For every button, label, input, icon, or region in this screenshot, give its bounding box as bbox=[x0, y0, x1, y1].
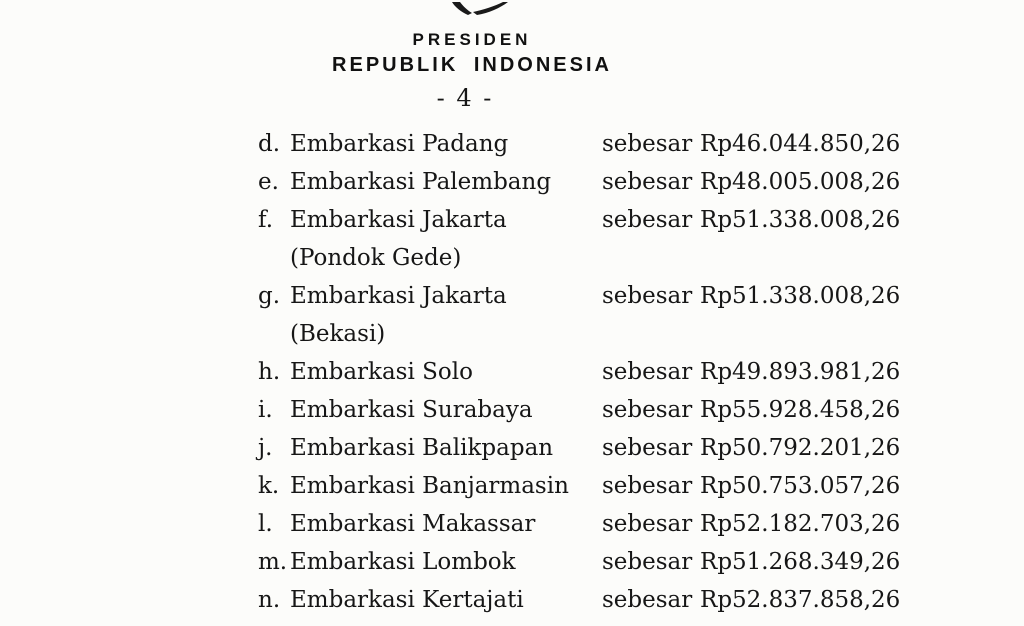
list-item bbox=[258, 581, 994, 619]
item-marker: l. bbox=[258, 511, 273, 537]
item-marker: g. bbox=[258, 283, 281, 309]
item-amount-label: sebesar bbox=[602, 131, 693, 157]
letterhead-presiden: PRESIDEN bbox=[412, 30, 532, 49]
item-name-block bbox=[290, 429, 602, 467]
item-amount: Rp46.044.850,26 bbox=[700, 131, 901, 157]
list-item bbox=[258, 391, 994, 429]
item-name: Embarkasi Padang bbox=[290, 131, 509, 157]
item-amount-label: sebesar bbox=[602, 511, 693, 537]
item-name-block bbox=[290, 467, 602, 505]
item-name: Embarkasi Palembang bbox=[290, 169, 552, 195]
item-name: Embarkasi Solo bbox=[290, 359, 473, 385]
item-marker: m. bbox=[258, 549, 288, 575]
item-marker: n. bbox=[258, 587, 281, 613]
garuda-emblem-partial-icon bbox=[452, 0, 508, 19]
item-name-block bbox=[290, 543, 602, 581]
item-amount: Rp55.928.458,26 bbox=[700, 397, 901, 423]
item-amount: Rp52.182.703,26 bbox=[700, 511, 901, 537]
item-amount: Rp50.753.057,26 bbox=[700, 473, 901, 499]
list-item bbox=[258, 467, 994, 505]
item-marker: j. bbox=[258, 435, 273, 461]
letterhead bbox=[0, 31, 944, 76]
item-name-block bbox=[290, 505, 602, 543]
item-amount-label: sebesar bbox=[602, 359, 693, 385]
item-amount-label: sebesar bbox=[602, 169, 693, 195]
item-name: Embarkasi Balikpapan bbox=[290, 435, 554, 461]
list-item bbox=[258, 353, 994, 391]
item-note: (Bekasi) bbox=[290, 321, 386, 347]
item-name: Embarkasi Lombok bbox=[290, 549, 516, 575]
item-name: Embarkasi Banjarmasin bbox=[290, 473, 569, 499]
list-item bbox=[258, 125, 994, 163]
item-name-block bbox=[290, 581, 602, 619]
item-amount-label: sebesar bbox=[602, 207, 693, 233]
item-name: Embarkasi Makassar bbox=[290, 511, 536, 537]
item-name-block bbox=[290, 125, 602, 163]
embarkasi-list bbox=[258, 125, 994, 619]
list-item bbox=[258, 429, 994, 467]
item-name-block bbox=[290, 163, 602, 201]
letterhead-republik-indonesia: REPUBLIK INDONESIA bbox=[332, 54, 612, 76]
list-item bbox=[258, 505, 994, 543]
item-marker: f. bbox=[258, 207, 274, 233]
item-amount: Rp51.338.008,26 bbox=[700, 283, 901, 309]
item-marker: i. bbox=[258, 397, 273, 423]
item-amount: Rp50.792.201,26 bbox=[700, 435, 901, 461]
item-amount: Rp49.893.981,26 bbox=[700, 359, 901, 385]
list-item bbox=[258, 543, 994, 581]
list-item bbox=[258, 201, 994, 277]
list-item bbox=[258, 163, 994, 201]
item-amount-label: sebesar bbox=[602, 473, 693, 499]
item-marker: k. bbox=[258, 473, 280, 499]
item-marker: h. bbox=[258, 359, 281, 385]
page-number: - 4 - bbox=[436, 84, 494, 112]
item-note: (Pondok Gede) bbox=[290, 245, 462, 271]
item-name-block bbox=[290, 391, 602, 429]
item-name-block bbox=[290, 353, 602, 391]
item-amount: Rp51.338.008,26 bbox=[700, 207, 901, 233]
item-marker: d. bbox=[258, 131, 281, 157]
item-name-block bbox=[290, 277, 602, 353]
item-amount-label: sebesar bbox=[602, 549, 693, 575]
item-name: Embarkasi Jakarta bbox=[290, 207, 507, 233]
item-name: Embarkasi Surabaya bbox=[290, 397, 533, 423]
item-amount: Rp48.005.008,26 bbox=[700, 169, 901, 195]
item-amount-label: sebesar bbox=[602, 283, 693, 309]
item-amount: Rp51.268.349,26 bbox=[700, 549, 901, 575]
list-item bbox=[258, 277, 994, 353]
item-name-block bbox=[290, 201, 602, 277]
item-name: Embarkasi Kertajati bbox=[290, 587, 524, 613]
item-amount-label: sebesar bbox=[602, 397, 693, 423]
item-amount-label: sebesar bbox=[602, 587, 693, 613]
item-amount: Rp52.837.858,26 bbox=[700, 587, 901, 613]
item-name: Embarkasi Jakarta bbox=[290, 283, 507, 309]
item-marker: e. bbox=[258, 169, 279, 195]
item-amount-label: sebesar bbox=[602, 435, 693, 461]
